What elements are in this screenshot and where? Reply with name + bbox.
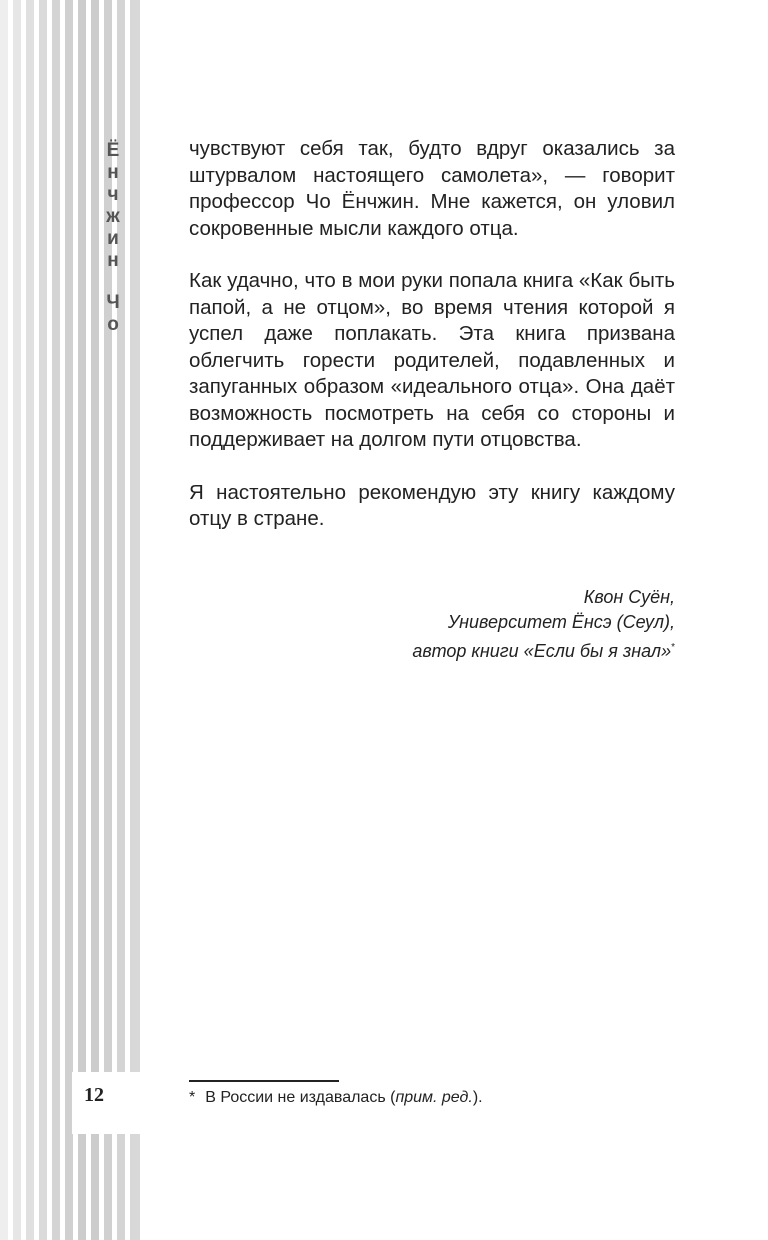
paragraph: Я настоятельно рекомендую эту книгу каждому отцу в стране. — [189, 480, 675, 530]
paragraph: Как удачно, что в мои руки попала книга «Как быть папой, а не отцом», во время чтения которой я успел даже поплакать. Эта книга призвана облегчить горести родителей, подавленных и запуганных образом «идеального отца». Она даёт возможность посмотреть на себя со стороны и поддерживает на долгом пути отцовства. — [189, 269, 675, 451]
page-number: 12 — [84, 1084, 104, 1106]
footnote-divider — [189, 1080, 339, 1082]
footnote-mark: * — [189, 1089, 196, 1106]
author-last-name: Ч о — [106, 292, 120, 335]
paragraph: чувствуют себя так, будто вдруг оказались за штурвалом настоящего самолета», — говорит профессор Чо Ёнчжин. Мне кажется, он уловил сокровенные мысли каждого отца. — [189, 137, 675, 240]
attribution-book: автор книги «Если бы я знал»* — [412, 641, 675, 661]
quote-attribution — [300, 585, 675, 664]
attribution-affiliation: Университет Ёнсэ (Сеул), — [447, 612, 675, 632]
footnote: * В России не издавалась (прим. ред.). — [189, 1089, 483, 1106]
footnote-reference: * — [671, 642, 675, 653]
author-first-name: Ё н ч ж и н — [106, 140, 120, 271]
attribution-name: Квон Суён, — [583, 587, 675, 607]
body-text — [189, 136, 675, 533]
author-name-vertical — [100, 140, 126, 336]
